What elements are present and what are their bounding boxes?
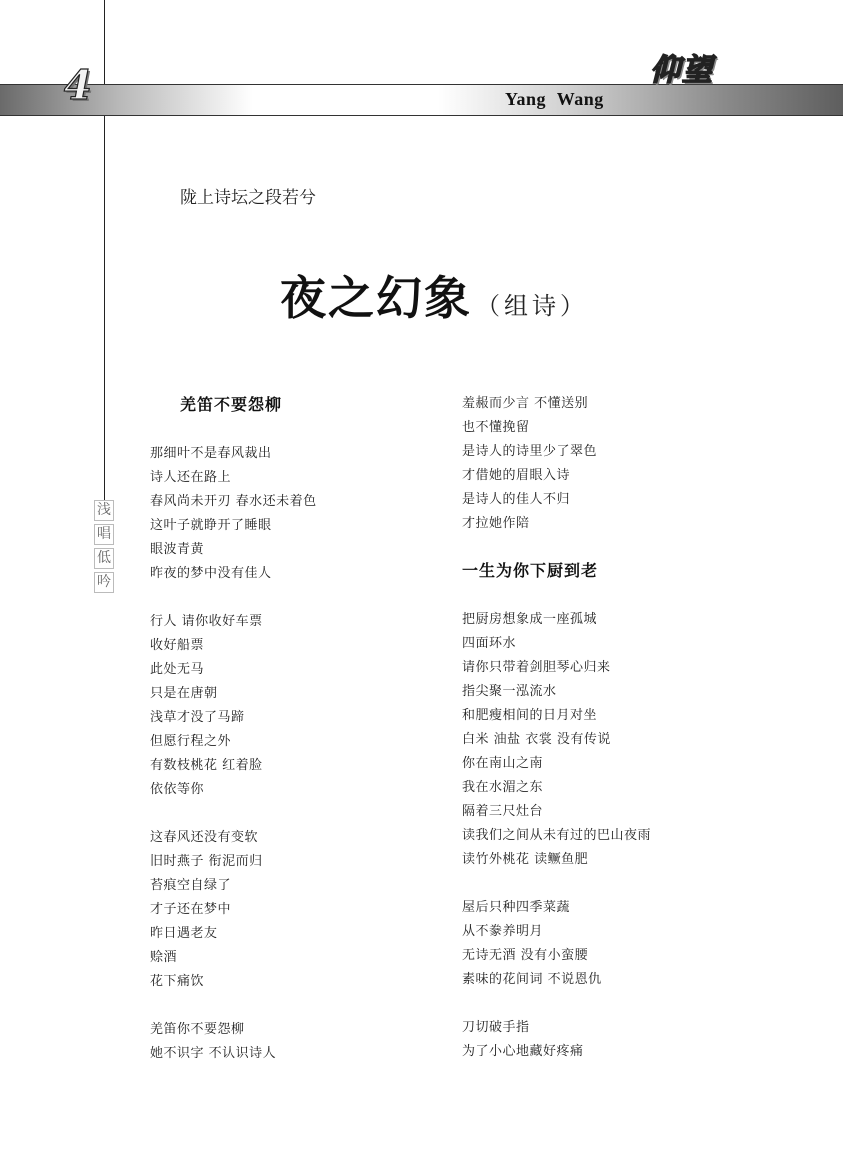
side-tab-char: 低 xyxy=(94,548,114,569)
poem-line: 行人 请你收好车票 xyxy=(150,614,263,629)
poem-line: 隔着三尺灶台 xyxy=(462,804,544,819)
poem-line: 诗人还在路上 xyxy=(150,470,232,485)
poem-line: 才子还在梦中 xyxy=(150,902,232,917)
header-title-en: Yang Wang xyxy=(505,89,604,109)
poem-line: 那细叶不是春风裁出 xyxy=(150,446,272,461)
poem-line: 这春风还没有变软 xyxy=(150,830,259,845)
poem-line: 为了小心地藏好疼痛 xyxy=(462,1044,584,1059)
title-main: 夜之幻象 xyxy=(280,271,472,325)
poem-line: 读竹外桃花 读鳜鱼肥 xyxy=(462,852,589,867)
poem-line: 请你只带着剑胆琴心归来 xyxy=(462,660,611,675)
poem-line: 从不豢养明月 xyxy=(462,924,544,939)
poem-line: 花下痛饮 xyxy=(150,974,205,989)
poem-line: 是诗人的佳人不归 xyxy=(462,492,571,507)
poem-line: 羞赧而少言 不懂送别 xyxy=(462,396,589,411)
poem-line: 刀切破手指 xyxy=(462,1020,530,1035)
poem-line: 昨日遇老友 xyxy=(150,926,218,941)
poem-line: 把厨房想象成一座孤城 xyxy=(462,612,598,627)
poem-title: 羌笛不要怨柳 xyxy=(180,395,283,414)
poem-line: 依依等你 xyxy=(150,782,205,797)
poem-line: 也不懂挽留 xyxy=(462,420,530,435)
poem-line: 我在水湄之东 xyxy=(462,780,544,795)
poem-line: 旧时燕子 衔泥而归 xyxy=(150,854,263,869)
poem-line: 和肥瘦相间的日月对坐 xyxy=(462,708,598,723)
side-tab-char: 吟 xyxy=(94,572,114,593)
poem-line: 白米 油盐 衣裳 没有传说 xyxy=(462,732,611,747)
article-title xyxy=(280,262,588,328)
poem-line: 才拉她作陪 xyxy=(462,516,530,531)
poem-line: 羌笛你不要怨柳 xyxy=(150,1022,245,1037)
poem-line: 苔痕空自绿了 xyxy=(150,878,232,893)
side-tab-char: 浅 xyxy=(94,500,114,521)
author-line: 陇上诗坛之段若兮 xyxy=(180,188,316,208)
poem-line: 有数枝桃花 红着脸 xyxy=(150,758,263,773)
poem-line: 指尖聚一泓流水 xyxy=(462,684,557,699)
poem-line: 素味的花间词 不说恩仇 xyxy=(462,972,602,987)
poem-line: 赊酒 xyxy=(150,950,178,965)
title-subtitle: （组诗） xyxy=(476,292,588,320)
side-tab xyxy=(94,500,114,596)
vertical-rule xyxy=(104,0,105,500)
poem-line: 四面环水 xyxy=(462,636,517,651)
side-tab-char: 唱 xyxy=(94,524,114,545)
poem-line: 只是在唐朝 xyxy=(150,686,218,701)
page-number: 4 xyxy=(64,62,92,109)
header-band xyxy=(0,84,843,116)
poem-line: 这叶子就睁开了睡眼 xyxy=(150,518,272,533)
poem-title: 一生为你下厨到老 xyxy=(462,561,599,580)
right-column xyxy=(462,392,762,1064)
poem-line: 昨夜的梦中没有佳人 xyxy=(150,566,272,581)
poem-line: 但愿行程之外 xyxy=(150,734,232,749)
poem-line: 春风尚未开刃 春水还未着色 xyxy=(150,494,317,509)
poem-line: 她不识字 不认识诗人 xyxy=(150,1046,277,1061)
poem-line: 你在南山之南 xyxy=(462,756,544,771)
poem-line: 读我们之间从未有过的巴山夜雨 xyxy=(462,828,652,843)
poem-line: 此处无马 xyxy=(150,662,205,677)
poem-line: 才借她的眉眼入诗 xyxy=(462,468,571,483)
poem-line: 屋后只种四季菜蔬 xyxy=(462,900,571,915)
poem-line: 收好船票 xyxy=(150,638,205,653)
poem-line: 是诗人的诗里少了翠色 xyxy=(462,444,598,459)
left-column xyxy=(150,392,450,1066)
poem-line: 眼波青黄 xyxy=(150,542,205,557)
header-title-cn: 仰望 xyxy=(650,53,714,88)
poem-line: 浅草才没了马蹄 xyxy=(150,710,245,725)
poem-line: 无诗无酒 没有小蛮腰 xyxy=(462,948,589,963)
